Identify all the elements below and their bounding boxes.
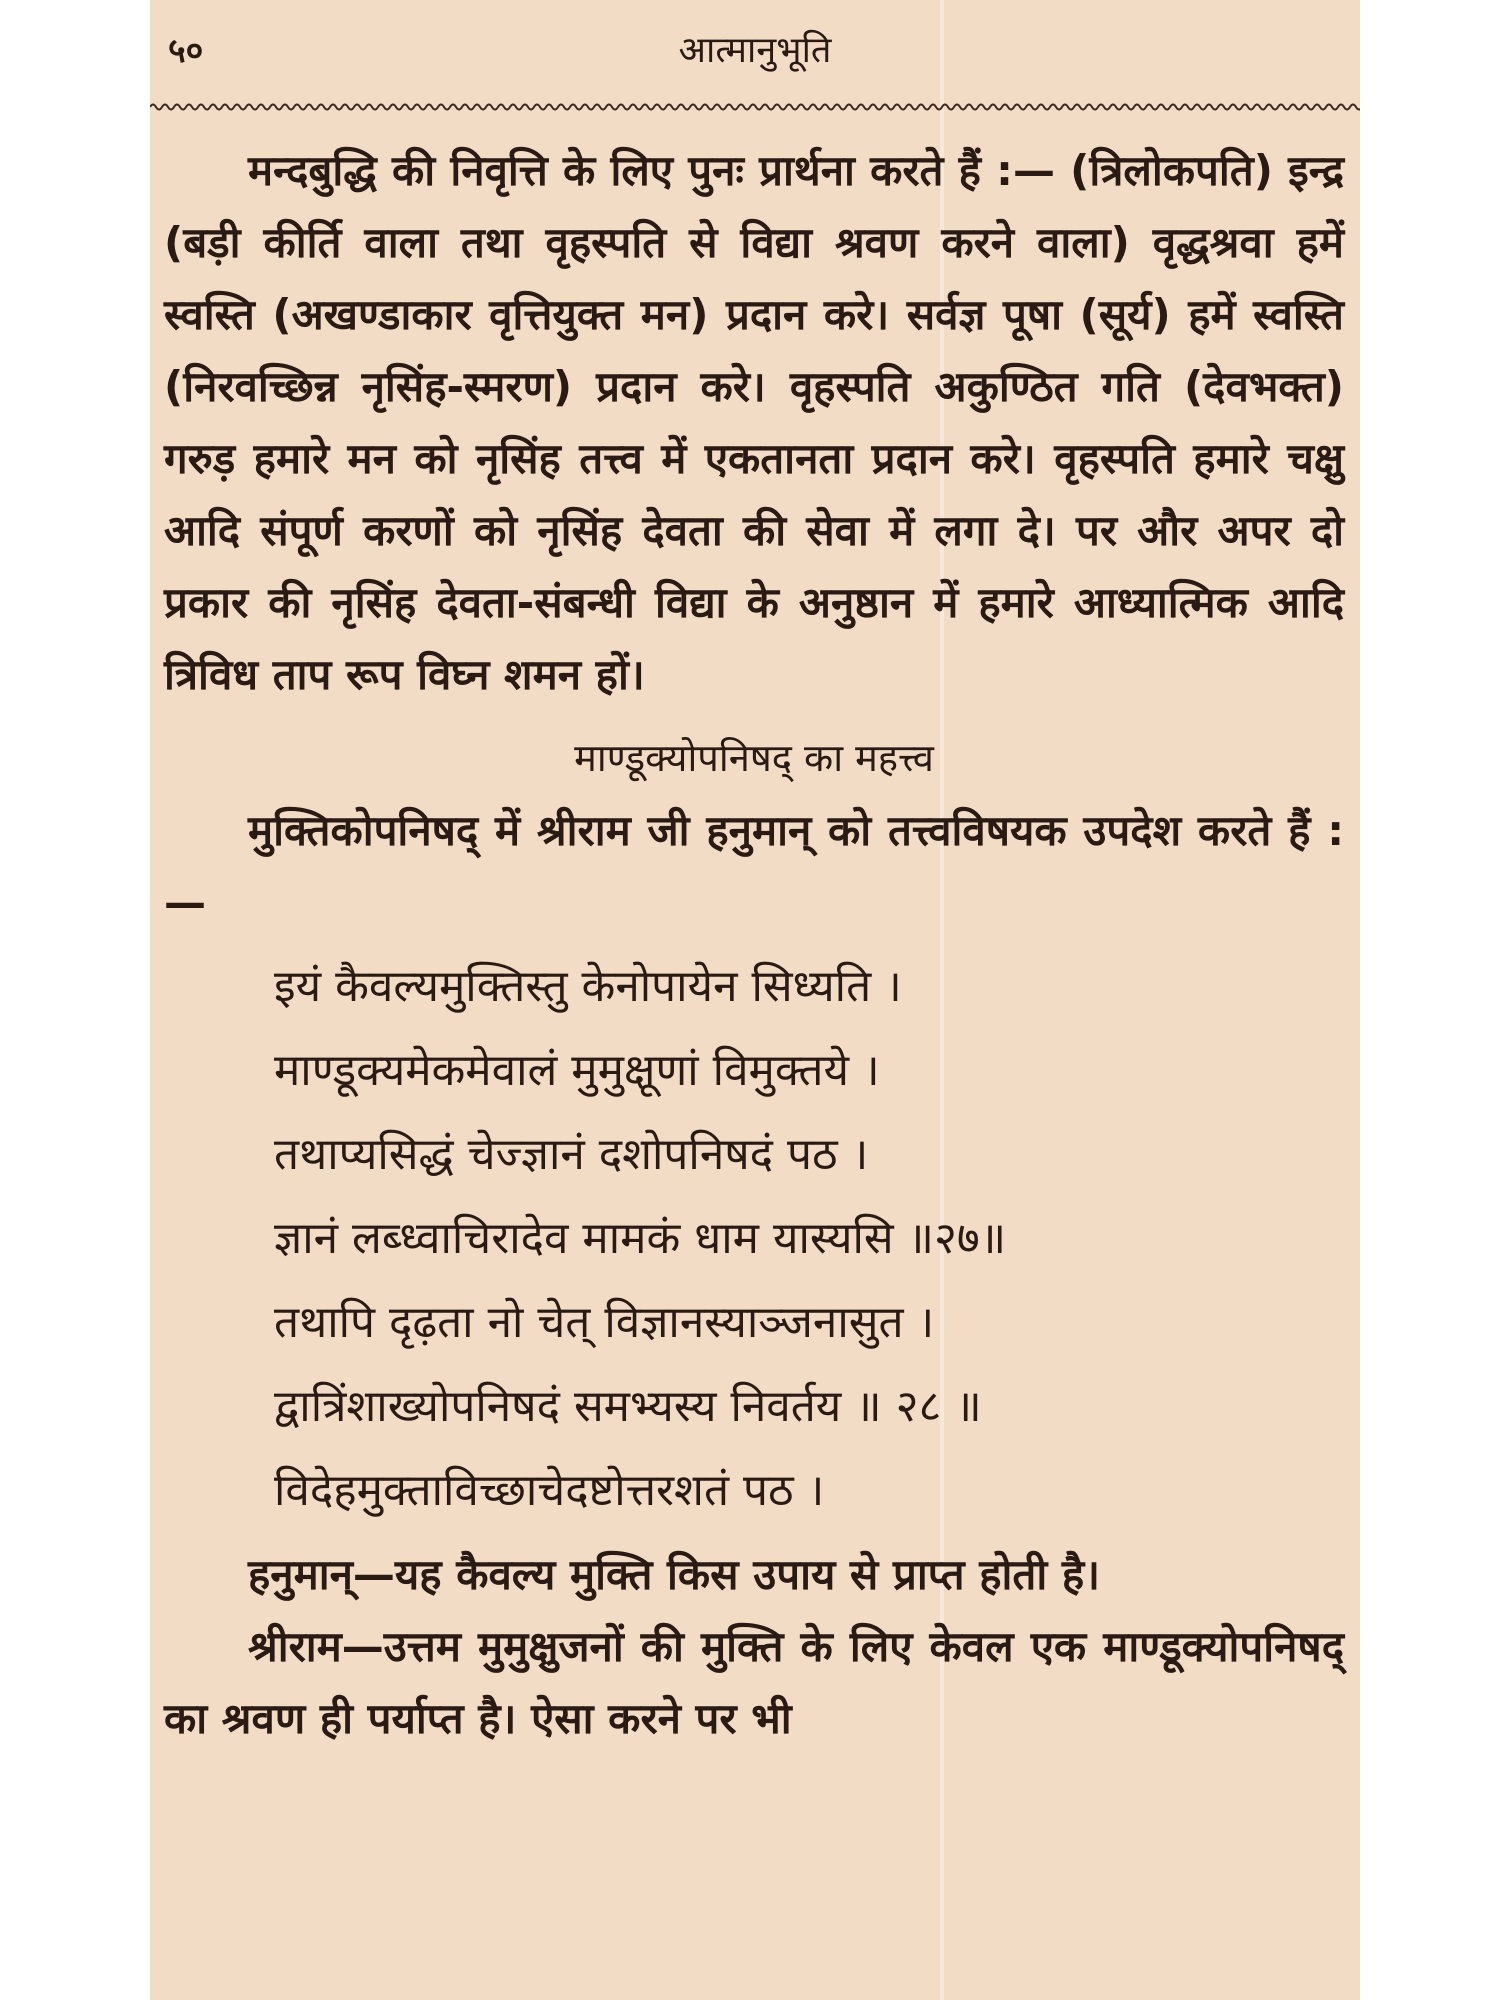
verse-line: माण्डूक्यमेकमेवालं मुमुक्षूणां विमुक्तये । [274, 1045, 880, 1096]
verse-line: द्वात्रिंशाख्योपनिषदं समभ्यस्य निवर्तय ॥ २८ ॥ [274, 1381, 982, 1432]
page-body [164, 135, 1344, 1755]
running-title: आत्मानुभूति [678, 30, 832, 71]
book-page [150, 0, 1360, 2000]
verse-line: विदेहमुक्ताविच्छाचेदष्टोत्तरशतं पठ । [274, 1465, 825, 1516]
paragraph-prayer: मन्दबुद्धि की निवृत्ति के लिए पुनः प्रार्थना करते हैं :— (त्रिलोकपति) इन्द्र (बड़ी कीर्ति वाला तथा वृहस्पति से विद्या श्रवण करने वाला) वृद्धश्रवा हमें स्वस्ति (अखण्डाकार वृत्तियुक्त मन) प्रदान करे। सर्वज्ञ पूषा (सूर्य) हमें स्वस्ति (निरवच्छिन्न नृसिंह-स्मरण) प्रदान करे। वृहस्पति अकुण्ठित गति (देवभक्त) गरुड़ हमारे मन को नृसिंह तत्त्व में एकतानता प्रदान करे। वृहस्पति हमारे चक्षु आदि संपूर्ण करणों को नृसिंह देवता की सेवा में लगा दे। पर और अपर दो प्रकार की नृसिंह देवता-संबन्धी विद्या के अनुष्ठान में हमारे आध्यात्मिक आदि त्रिविध ताप रूप विघ्न शमन हों। [164, 146, 1344, 699]
page-number: ५० [168, 31, 204, 71]
verse-line: ज्ञानं लब्ध्वाचिरादेव मामकं धाम यास्यसि ॥२७॥ [274, 1213, 1007, 1264]
dialogue-shriram: श्रीराम—उत्तम मुमुक्षुजनों की मुक्ति के लिए केवल एक माण्डूक्योपनिषद् का श्रवण ही पर्याप्त है। ऐसा करने पर भी [164, 1622, 1344, 1743]
dialogue-hanuman: हनुमान्—यह कैवल्य मुक्ति किस उपाय से प्राप्त होती है। [248, 1550, 1101, 1599]
page-header [150, 18, 1360, 78]
paragraph-intro: मुक्तिकोपनिषद् में श्रीराम जी हनुमान् को तत्त्वविषयक उपदेश करते हैं :— [164, 806, 1344, 927]
verse-line: इयं कैवल्यमुक्तिस्तु केनोपायेन सिध्यति । [274, 961, 902, 1012]
verse-line: तथाप्यसिद्धं चेज्ज्ञानं दशोपनिषदं पठ । [274, 1129, 869, 1180]
verse-block [164, 945, 1344, 1533]
header-wavy-rule [150, 100, 1360, 114]
section-heading: माण्डूक्योपनिषद् का महत्त्व [574, 736, 934, 780]
verse-line: तथापि दृढ़ता नो चेत् विज्ञानस्याञ्जनासुत । [274, 1297, 935, 1348]
